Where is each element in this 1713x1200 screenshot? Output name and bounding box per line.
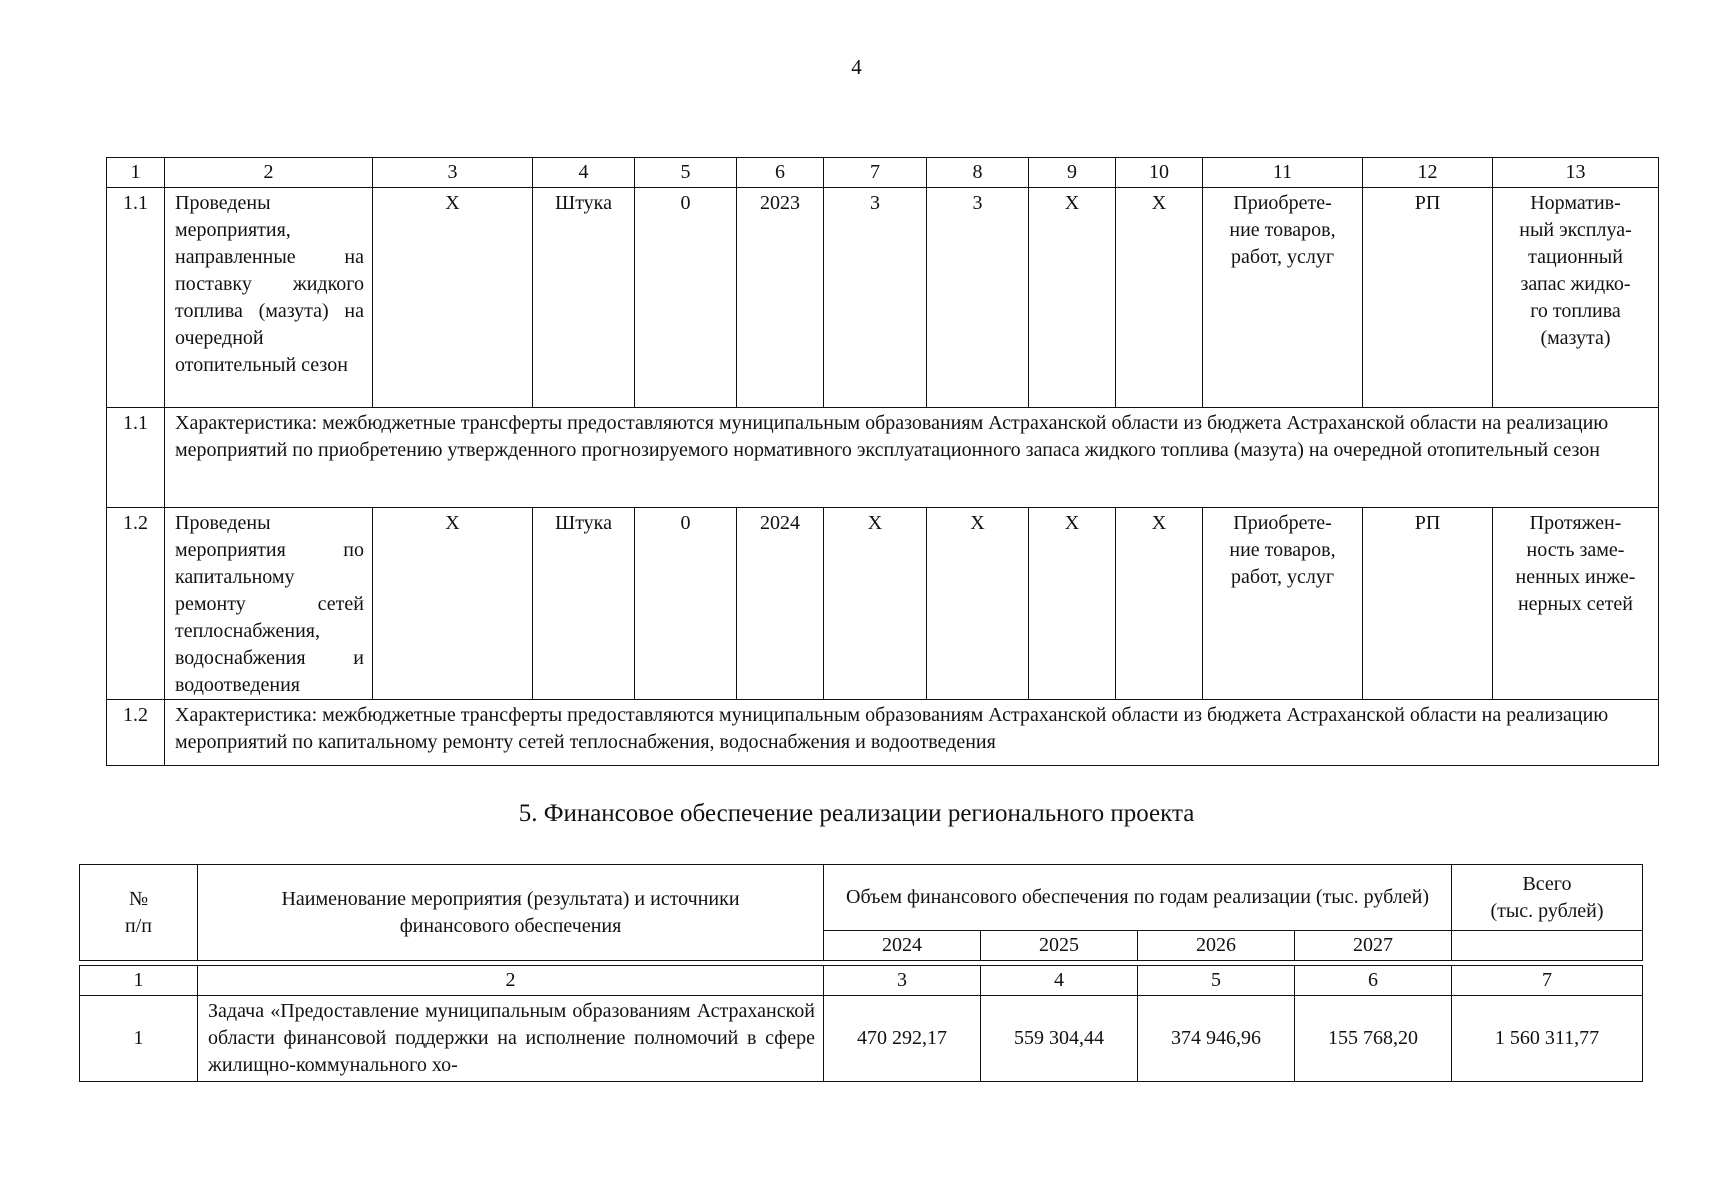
value-cell: 559 304,44 [981,996,1138,1082]
value-cell: 374 946,96 [1138,996,1295,1082]
index-cell: 3 [824,966,981,996]
index-cell: 5 [1138,966,1295,996]
base-value: 0 [635,508,737,700]
unit-cell: Штука [533,188,635,408]
index-cell: 7 [1452,966,1643,996]
index-cell: 4 [981,966,1138,996]
row-number: 1.1 [107,408,165,508]
header-cell: 13 [1493,158,1659,188]
characteristic-row [107,408,1659,508]
cell: Х [373,188,533,408]
header-cell: 3 [373,158,533,188]
table-row [80,996,1643,1082]
table-row [107,508,1659,700]
cell: Х [1116,188,1203,408]
row-number: 1.2 [107,700,165,766]
characteristic-short: Норматив- ный эксплуа- тационный запас жидко- го топлива (мазута) [1493,188,1659,408]
task-name: Задача «Предоставление муниципальным образованиям Астраханской области финансовой поддержки на исполнение полномочий в сфере жилищно-коммунального хо- [198,996,824,1082]
base-year: 2024 [737,508,824,700]
characteristic-text: Характеристика: межбюджетные трансферты предоставляются муниципальным образованиям Астраханской области из бюджета Астраханской области на реализацию мероприятий по капитальному ремонту сетей теплоснабжения, водоснабжения и водоотведения [165,700,1659,766]
level-cell: РП [1363,508,1493,700]
header-cell: 8 [927,158,1029,188]
cell: 3 [927,188,1029,408]
header-cell: 9 [1029,158,1116,188]
row-number: 1.2 [107,508,165,700]
header-cell: 10 [1116,158,1203,188]
cell: Х [1116,508,1203,700]
header-cell: 6 [737,158,824,188]
base-year: 2023 [737,188,824,408]
year-cell: 2026 [1138,931,1295,961]
total-cell: 1 560 311,77 [1452,996,1643,1082]
index-cell: 1 [80,966,198,996]
page-number: 4 [851,55,862,79]
column-index-row [107,158,1659,188]
indicators-table [106,157,1659,766]
cell: Х [373,508,533,700]
cell: Х [927,508,1029,700]
row-number: 1 [80,996,198,1082]
level-cell: РП [1363,188,1493,408]
table-row [107,188,1659,408]
characteristic-short: Протяжен- ность заме- ненных инже- нерных сетей [1493,508,1659,700]
value-cell: 470 292,17 [824,996,981,1082]
value-cell: 155 768,20 [1295,996,1452,1082]
financing-table [79,864,1643,1082]
header-cell: 5 [635,158,737,188]
empty-cell [1452,931,1643,961]
index-cell: 6 [1295,966,1452,996]
header-cell: 11 [1203,158,1363,188]
cell: Х [1029,188,1116,408]
column-index-row [80,966,1643,996]
characteristic-row [107,700,1659,766]
row-number: 1.1 [107,188,165,408]
header-name: Наименование мероприятия (результата) и источники финансового обеспечения [198,865,824,961]
result-name: Проведены мероприятия по капитальному ремонту сетей теплоснабжения, водоснабжения и водоотведения [165,508,373,700]
year-cell: 2025 [981,931,1138,961]
cell: Х [1029,508,1116,700]
year-cell: 2027 [1295,931,1452,961]
year-cell: 2024 [824,931,981,961]
header-total: Всего (тыс. рублей) [1452,865,1643,931]
result-name: Проведены мероприятия, направленные на поставку жидкого топлива (мазута) на очередной отопительный сезон [165,188,373,408]
result-type: Приобрете- ние товаров, работ, услуг [1203,508,1363,700]
result-type: Приобрете- ние товаров, работ, услуг [1203,188,1363,408]
header-cell: 1 [107,158,165,188]
header-cell: 2 [165,158,373,188]
characteristic-text: Характеристика: межбюджетные трансферты предоставляются муниципальным образованиям Астраханской области из бюджета Астраханской области на реализацию мероприятий по приобретению утвержденного прогнозируемого нормативного эксплуатационного запаса жидкого топлива (мазута) на очередной отопительный сезон [165,408,1659,508]
header-cell: 12 [1363,158,1493,188]
section-title: 5. Финансовое обеспечение реализации регионального проекта [518,800,1195,827]
header-num: № п/п [80,865,198,961]
cell: 3 [824,188,927,408]
header-cell: 7 [824,158,927,188]
index-cell: 2 [198,966,824,996]
header-volume: Объем финансового обеспечения по годам реализации (тыс. рублей) [824,865,1452,931]
base-value: 0 [635,188,737,408]
header-cell: 4 [533,158,635,188]
header-row [80,865,1643,931]
unit-cell: Штука [533,508,635,700]
cell: Х [824,508,927,700]
